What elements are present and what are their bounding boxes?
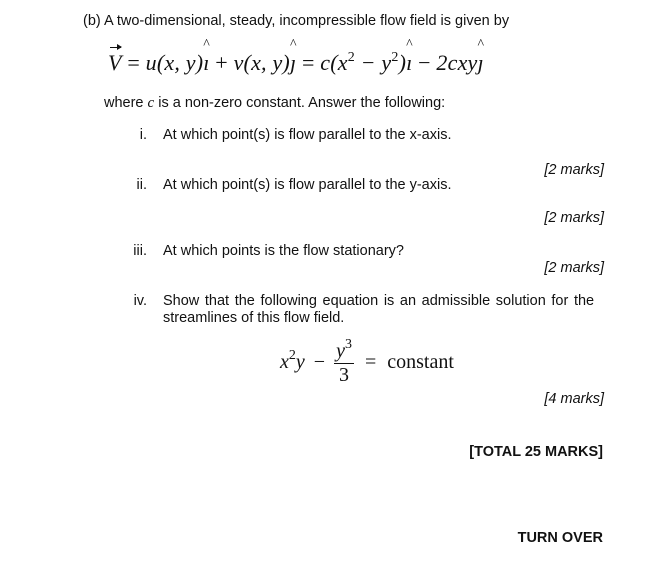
marks-label: [2 marks] — [544, 162, 604, 178]
question-label: iii. — [133, 243, 147, 259]
marks-label: [2 marks] — [544, 210, 604, 226]
i-hat-symbol: ^ ı — [203, 50, 209, 76]
marks-label: [4 marks] — [544, 391, 604, 407]
question-text: At which point(s) is flow parallel to the y-axis. — [163, 177, 452, 193]
velocity-vector-symbol: V — [108, 50, 122, 75]
question-text-continued: streamlines of this flow field. — [163, 310, 345, 326]
question-label: ii. — [136, 177, 147, 193]
question-label: iv. — [133, 293, 147, 309]
intro-text: where c is a non-zero constant. Answer the following: — [104, 95, 446, 111]
question-text: At which point(s) is flow parallel to the x-axis. — [163, 127, 452, 143]
velocity-field-equation: V = u(x, y)^ ı + v(x, y)^ ȷ = $c(x^2$ − $y^2)\^{}$ ı − 2cxy^ ȷ — [108, 50, 484, 76]
question-text: At which points is the flow stationary? — [163, 243, 404, 259]
turn-over-label: TURN OVER — [517, 530, 603, 546]
marks-label: [2 marks] — [544, 260, 604, 276]
question-text: Show that the following equation is an admissible solution for the — [163, 293, 595, 309]
total-marks: [TOTAL 25 MARKS] — [469, 444, 603, 460]
streamline-equation: $x^2y$ − $\frac{y^3}{3}$ = constant — [280, 337, 454, 386]
fraction: $\frac{y^3}{3}$ — [336, 337, 352, 386]
part-heading: (b) A two-dimensional, steady, incompressible flow field is given by — [83, 13, 510, 29]
j-hat-symbol: ^ ȷ — [290, 50, 296, 76]
question-label: i. — [139, 127, 147, 143]
